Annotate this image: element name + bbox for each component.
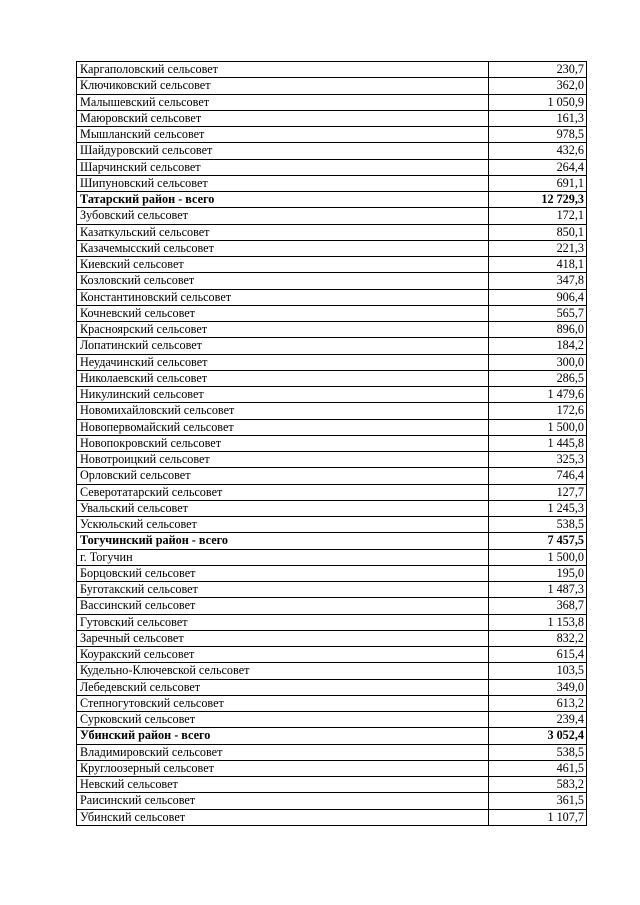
row-value-cell: 264,4 — [489, 159, 587, 175]
table-row — [77, 517, 587, 533]
row-value-cell: 538,5 — [489, 744, 587, 760]
table-row — [77, 273, 587, 289]
table-row — [77, 809, 587, 825]
row-name-cell: Маюровский сельсовет — [77, 110, 489, 126]
row-value-cell: 615,4 — [489, 647, 587, 663]
row-value-cell: 1 487,3 — [489, 582, 587, 598]
row-name-cell: Казаткульский сельсовет — [77, 224, 489, 240]
row-name-cell: Новотроицкий сельсовет — [77, 452, 489, 468]
row-value-cell: 12 729,3 — [489, 192, 587, 208]
row-value-cell: 538,5 — [489, 517, 587, 533]
row-value-cell: 221,3 — [489, 240, 587, 256]
row-name-cell: Кочневский сельсовет — [77, 305, 489, 321]
row-name-cell: Увальский сельсовет — [77, 500, 489, 516]
row-value-cell: 1 153,8 — [489, 614, 587, 630]
table-row — [77, 484, 587, 500]
table-row — [77, 175, 587, 191]
row-value-cell: 239,4 — [489, 712, 587, 728]
row-name-cell: Борцовский сельсовет — [77, 565, 489, 581]
row-value-cell: 418,1 — [489, 257, 587, 273]
row-name-cell: Заречный сельсовет — [77, 630, 489, 646]
row-value-cell: 691,1 — [489, 175, 587, 191]
row-name-cell: Убинский сельсовет — [77, 809, 489, 825]
table-row — [77, 305, 587, 321]
table-row — [77, 257, 587, 273]
table-row — [77, 468, 587, 484]
table-row — [77, 159, 587, 175]
row-value-cell: 3 052,4 — [489, 728, 587, 744]
row-value-cell: 832,2 — [489, 630, 587, 646]
row-name-cell: Гутовский сельсовет — [77, 614, 489, 630]
row-value-cell: 172,6 — [489, 403, 587, 419]
row-value-cell: 1 479,6 — [489, 387, 587, 403]
table-row — [77, 663, 587, 679]
row-value-cell: 583,2 — [489, 777, 587, 793]
row-name-cell: г. Тогучин — [77, 549, 489, 565]
row-value-cell: 361,5 — [489, 793, 587, 809]
row-value-cell: 906,4 — [489, 289, 587, 305]
row-value-cell: 362,0 — [489, 78, 587, 94]
table-row — [77, 582, 587, 598]
table-row — [77, 744, 587, 760]
row-value-cell: 1 107,7 — [489, 809, 587, 825]
row-value-cell: 300,0 — [489, 354, 587, 370]
row-value-cell: 1 245,3 — [489, 500, 587, 516]
row-name-cell: Ускюльский сельсовет — [77, 517, 489, 533]
table-row — [77, 224, 587, 240]
table-row-district-total — [77, 192, 587, 208]
row-name-cell: Зубовский сельсовет — [77, 208, 489, 224]
table-row — [77, 760, 587, 776]
table-row — [77, 452, 587, 468]
table-row — [77, 435, 587, 451]
row-value-cell: 286,5 — [489, 370, 587, 386]
table-row — [77, 370, 587, 386]
row-name-cell: Татарский район - всего — [77, 192, 489, 208]
table-row — [77, 94, 587, 110]
table-row — [77, 322, 587, 338]
row-value-cell: 172,1 — [489, 208, 587, 224]
table-row — [77, 143, 587, 159]
row-value-cell: 349,0 — [489, 679, 587, 695]
row-name-cell: Убинский район - всего — [77, 728, 489, 744]
row-name-cell: Владимировский сельсовет — [77, 744, 489, 760]
row-name-cell: Коуракский сельсовет — [77, 647, 489, 663]
table-row — [77, 614, 587, 630]
row-value-cell: 347,8 — [489, 273, 587, 289]
row-name-cell: Киевский сельсовет — [77, 257, 489, 273]
row-value-cell: 325,3 — [489, 452, 587, 468]
table-row — [77, 793, 587, 809]
table-row — [77, 208, 587, 224]
table-row — [77, 419, 587, 435]
table-row — [77, 338, 587, 354]
table-row-district-total — [77, 728, 587, 744]
row-value-cell: 461,5 — [489, 760, 587, 776]
row-name-cell: Никулинский сельсовет — [77, 387, 489, 403]
row-value-cell: 565,7 — [489, 305, 587, 321]
row-value-cell: 746,4 — [489, 468, 587, 484]
row-name-cell: Неудачинский сельсовет — [77, 354, 489, 370]
row-value-cell: 896,0 — [489, 322, 587, 338]
row-name-cell: Каргаполовский сельсовет — [77, 62, 489, 78]
row-name-cell: Тогучинский район - всего — [77, 533, 489, 549]
row-value-cell: 7 457,5 — [489, 533, 587, 549]
row-name-cell: Шайдуровский сельсовет — [77, 143, 489, 159]
row-name-cell: Сурковский сельсовет — [77, 712, 489, 728]
table-row — [77, 403, 587, 419]
row-value-cell: 368,7 — [489, 598, 587, 614]
row-name-cell: Северотатарский сельсовет — [77, 484, 489, 500]
row-value-cell: 184,2 — [489, 338, 587, 354]
row-name-cell: Малышевский сельсовет — [77, 94, 489, 110]
row-name-cell: Казачемысский сельсовет — [77, 240, 489, 256]
row-value-cell: 432,6 — [489, 143, 587, 159]
row-value-cell: 103,5 — [489, 663, 587, 679]
row-name-cell: Козловский сельсовет — [77, 273, 489, 289]
table-row — [77, 695, 587, 711]
row-name-cell: Новомихайловский сельсовет — [77, 403, 489, 419]
row-value-cell: 1 500,0 — [489, 419, 587, 435]
table-row — [77, 289, 587, 305]
row-name-cell: Степногутовский сельсовет — [77, 695, 489, 711]
row-value-cell: 1 050,9 — [489, 94, 587, 110]
row-value-cell: 1 500,0 — [489, 549, 587, 565]
row-value-cell: 1 445,8 — [489, 435, 587, 451]
table-row — [77, 647, 587, 663]
row-name-cell: Шарчинский сельсовет — [77, 159, 489, 175]
table-row — [77, 500, 587, 516]
table-row — [77, 387, 587, 403]
table-row — [77, 354, 587, 370]
row-name-cell: Новопервомайский сельсовет — [77, 419, 489, 435]
municipality-table — [76, 61, 587, 826]
table-row-district-total — [77, 533, 587, 549]
row-value-cell: 978,5 — [489, 127, 587, 143]
table-row — [77, 62, 587, 78]
row-name-cell: Раисинский сельсовет — [77, 793, 489, 809]
row-value-cell: 230,7 — [489, 62, 587, 78]
table-row — [77, 565, 587, 581]
row-name-cell: Ключиковский сельсовет — [77, 78, 489, 94]
row-name-cell: Круглоозерный сельсовет — [77, 760, 489, 776]
row-name-cell: Буготакский сельсовет — [77, 582, 489, 598]
row-name-cell: Мышланский сельсовет — [77, 127, 489, 143]
row-name-cell: Красноярский сельсовет — [77, 322, 489, 338]
row-name-cell: Шипуновский сельсовет — [77, 175, 489, 191]
row-name-cell: Вассинский сельсовет — [77, 598, 489, 614]
table-row — [77, 630, 587, 646]
table-row — [77, 598, 587, 614]
table-row — [77, 127, 587, 143]
row-name-cell: Николаевский сельсовет — [77, 370, 489, 386]
row-name-cell: Новопокровский сельсовет — [77, 435, 489, 451]
table-row — [77, 549, 587, 565]
row-value-cell: 195,0 — [489, 565, 587, 581]
table-body — [77, 62, 587, 826]
row-name-cell: Кудельно-Ключевской сельсовет — [77, 663, 489, 679]
row-name-cell: Лопатинский сельсовет — [77, 338, 489, 354]
row-value-cell: 850,1 — [489, 224, 587, 240]
row-name-cell: Константиновский сельсовет — [77, 289, 489, 305]
table-row — [77, 110, 587, 126]
table-row — [77, 712, 587, 728]
row-value-cell: 613,2 — [489, 695, 587, 711]
table-row — [77, 78, 587, 94]
row-name-cell: Орловский сельсовет — [77, 468, 489, 484]
row-value-cell: 161,3 — [489, 110, 587, 126]
table-row — [77, 679, 587, 695]
row-name-cell: Лебедевский сельсовет — [77, 679, 489, 695]
table-row — [77, 240, 587, 256]
table-row — [77, 777, 587, 793]
row-name-cell: Невский сельсовет — [77, 777, 489, 793]
row-value-cell: 127,7 — [489, 484, 587, 500]
